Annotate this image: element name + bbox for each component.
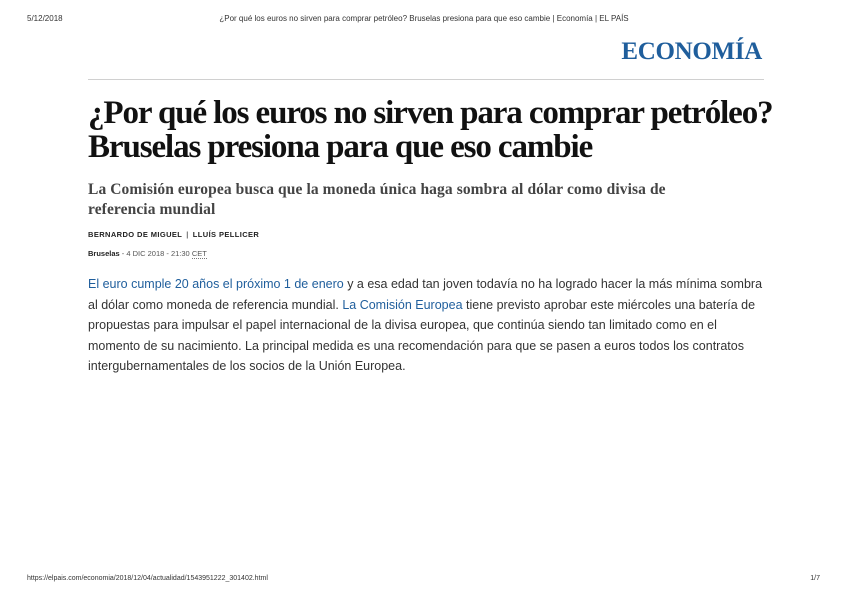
publish-datetime: 4 DIC 2018 - 21:30 [126, 249, 192, 258]
comision-europea-link[interactable]: La Comisión Europea [342, 297, 463, 312]
author-link[interactable]: BERNARDO DE MIGUEL [88, 230, 183, 239]
article-paragraph [88, 274, 768, 377]
dateline-separator: - [119, 249, 127, 258]
print-url: https://elpais.com/economia/2018/12/04/actualidad/1543951222_301402.html [27, 575, 268, 582]
article-subheadline: La Comisión europea busca que la moneda única haga sombra al dólar como divisa de referencia mundial [88, 181, 666, 218]
print-date: 5/12/2018 [27, 14, 63, 23]
paragraph-text: tiene previsto aprobar este miércoles una batería de propuestas para impulsar el papel internacional de la divisa europea, que continúa siendo tan limitado como en el momento de su nacimiento. La principal medida es una recomendación para que se pasen a euros todos los contratos intergubernamentales de los socios de la Unión Europea. [88, 297, 756, 374]
article-headline: ¿Por qué los euros no sirven para comprar petróleo? Bruselas presiona para que eso cambie [88, 95, 773, 165]
byline-separator: | [186, 230, 189, 239]
timezone-label: CET [191, 249, 207, 258]
author-link[interactable]: LLUÍS PELLICER [192, 230, 260, 239]
paragraph-text: y a esa edad tan joven todavía no ha logrado hacer la más mínima sombra al dólar como moneda de referencia mundial. [88, 277, 763, 312]
dateline-location: Bruselas [88, 249, 120, 258]
section-title[interactable]: ECONOMÍA [621, 38, 762, 65]
print-page-number: 1/7 [810, 575, 820, 582]
euro-anniversary-link[interactable]: El euro cumple 20 años el próximo 1 de enero [88, 277, 344, 291]
section-divider [88, 79, 764, 80]
byline [88, 230, 259, 239]
dateline [88, 249, 207, 258]
print-page-title: ¿Por qué los euros no sirven para comprar petróleo? Bruselas presiona para que eso cambie | Economía | EL PAÍS [219, 14, 629, 23]
